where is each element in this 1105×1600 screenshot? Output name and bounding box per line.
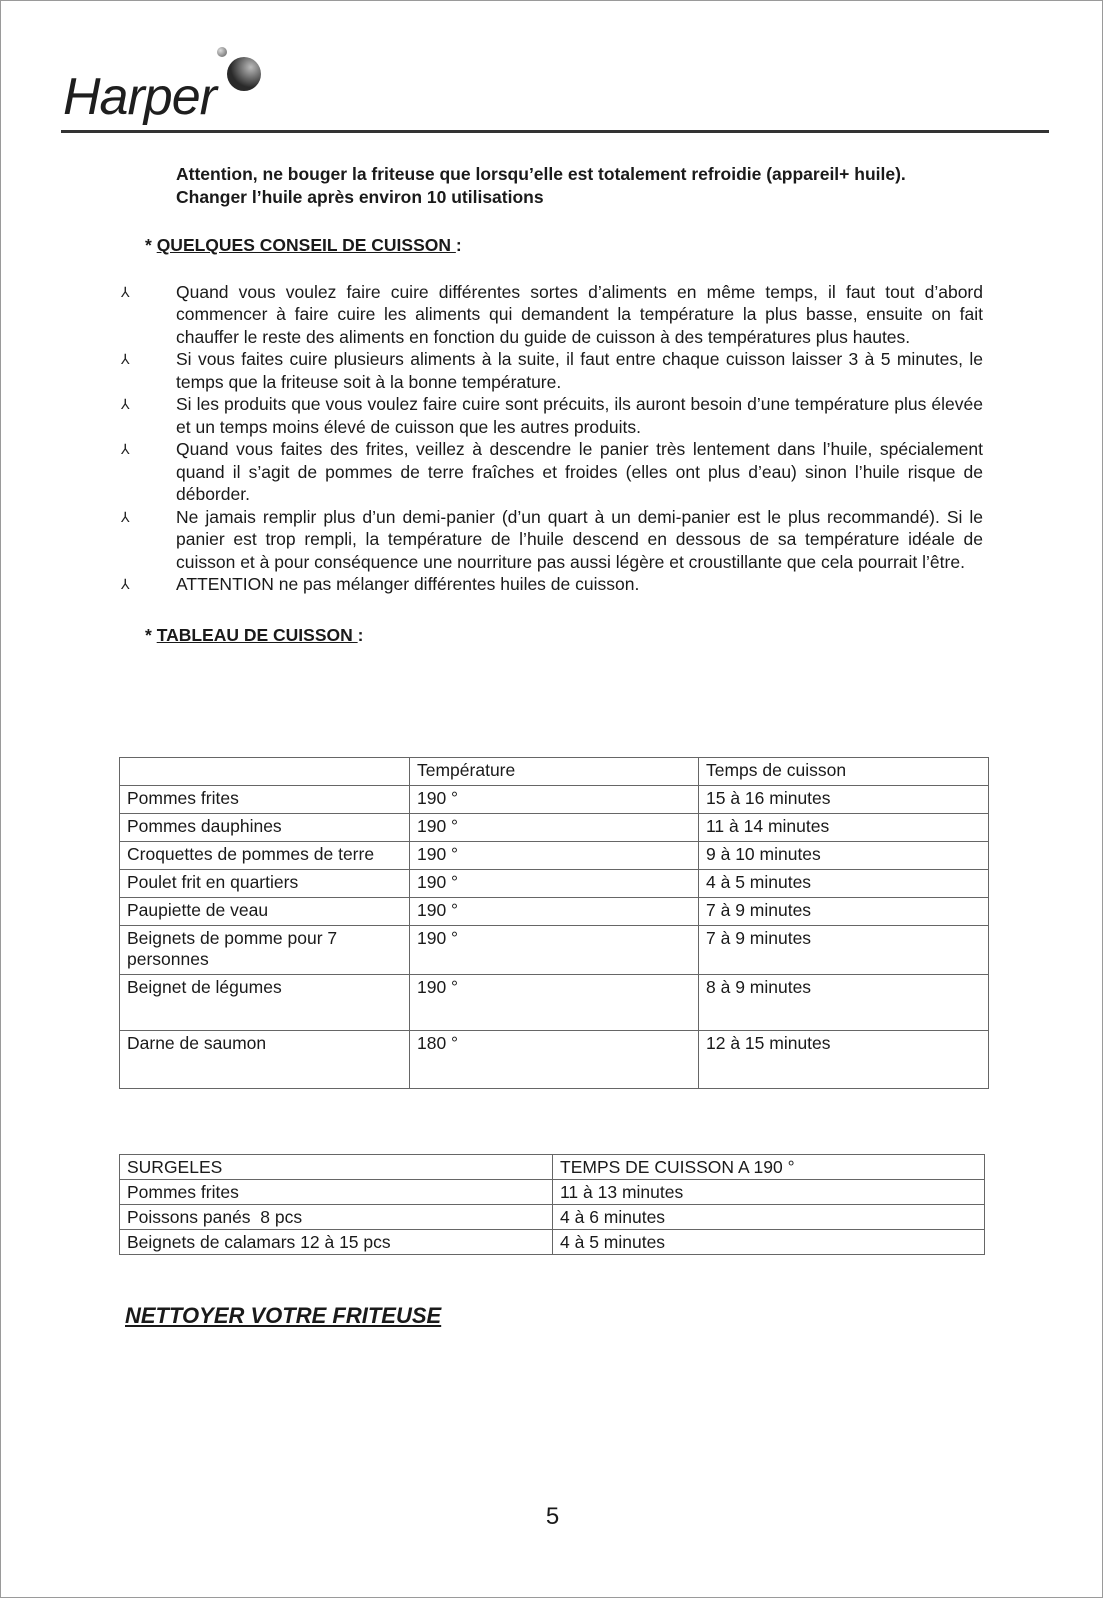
table-row bbox=[120, 1180, 985, 1205]
table-row bbox=[120, 814, 989, 842]
logo-small-dot-icon bbox=[217, 47, 227, 57]
table-cell: Poissons panés 8 pcs bbox=[120, 1205, 553, 1230]
header-cell bbox=[120, 758, 410, 786]
table-cell: 8 à 9 minutes bbox=[699, 975, 989, 1031]
frozen-table bbox=[119, 1154, 985, 1255]
table-row bbox=[120, 842, 989, 870]
header-cell: Température bbox=[410, 758, 699, 786]
list-item bbox=[121, 573, 983, 596]
main-content bbox=[121, 163, 983, 670]
table-cell: 4 à 5 minutes bbox=[553, 1230, 985, 1255]
bullet-icon: ⅄ bbox=[121, 441, 130, 457]
table-row bbox=[120, 1230, 985, 1255]
table-cell: 7 à 9 minutes bbox=[699, 898, 989, 926]
list-item bbox=[121, 506, 983, 574]
warning-line-1: Attention, ne bouger la friteuse que lorsqu’elle est totalement refroidie (appareil+ huile). bbox=[176, 164, 906, 184]
table-row bbox=[120, 898, 989, 926]
table-cell: 190 ° bbox=[410, 975, 699, 1031]
tip-text: Ne jamais remplir plus d’un demi-panier (d’un quart à un demi-panier est le plus recommandé). Si le panier est trop rempli, la température de l’huile descend en dessous de sa température idéale de cuisson et à pour conséquence une nourriture pas aussi légère et croustillante que cela pourrait l’être. bbox=[176, 506, 983, 572]
header-divider bbox=[61, 130, 1049, 133]
table-cell: 12 à 15 minutes bbox=[699, 1031, 989, 1089]
table-cell: 190 ° bbox=[410, 786, 699, 814]
table-row bbox=[120, 1031, 989, 1089]
table-heading bbox=[145, 624, 983, 647]
tips-heading-title: QUELQUES CONSEIL DE CUISSON bbox=[156, 235, 456, 255]
table-cell: Pommes frites bbox=[120, 786, 410, 814]
table-cell: 190 ° bbox=[410, 870, 699, 898]
bullet-icon: ⅄ bbox=[121, 283, 130, 300]
table-cell: 190 ° bbox=[410, 814, 699, 842]
table-cell: 9 à 10 minutes bbox=[699, 842, 989, 870]
tips-list bbox=[121, 281, 983, 596]
list-item bbox=[121, 281, 983, 349]
table-cell: 180 ° bbox=[410, 1031, 699, 1089]
tip-text: Si les produits que vous voulez faire cuire sont précuits, ils auront besoin d’une température plus élevée et un temps moins élevé de cuisson que les autres produits. bbox=[176, 394, 983, 437]
bullet-icon: ⅄ bbox=[121, 508, 130, 525]
table-cell: Beignet de légumes bbox=[120, 975, 410, 1031]
table-heading-suffix: : bbox=[357, 624, 364, 645]
logo-big-dot-icon bbox=[227, 57, 261, 91]
tips-heading bbox=[145, 234, 983, 257]
table-cell: 4 à 5 minutes bbox=[699, 870, 989, 898]
tip-text: Quand vous faites des frites, veillez à descendre le panier très lentement dans l’huile, spécialement quand il s’agit de pommes de terre fraîches et froides (elles ont plus d’eau) sinon l’huile risque de déborder. bbox=[176, 439, 983, 504]
header-cell: TEMPS DE CUISSON A 190 ° bbox=[553, 1155, 985, 1180]
table-heading-prefix: * bbox=[145, 624, 157, 645]
bullet-icon: ⅄ bbox=[121, 396, 130, 412]
header-cell: SURGELES bbox=[120, 1155, 553, 1180]
table-cell: 11 à 14 minutes bbox=[699, 814, 989, 842]
table-cell: Beignets de calamars 12 à 15 pcs bbox=[120, 1230, 553, 1255]
table-header-row bbox=[120, 758, 989, 786]
table-cell: Pommes frites bbox=[120, 1180, 553, 1205]
logo-text: Harper bbox=[63, 68, 216, 126]
table-row bbox=[120, 786, 989, 814]
cooking-table bbox=[119, 757, 989, 1089]
page-number: 5 bbox=[545, 1503, 560, 1530]
table-cell: 190 ° bbox=[410, 898, 699, 926]
warning-line-2: Changer l’huile après environ 10 utilisations bbox=[176, 186, 544, 207]
table-cell: Croquettes de pommes de terre bbox=[120, 842, 410, 870]
cleaning-heading: NETTOYER VOTRE FRITEUSE bbox=[125, 1303, 442, 1328]
header-cell: Temps de cuisson bbox=[699, 758, 989, 786]
table-cell: 190 ° bbox=[410, 842, 699, 870]
bullet-icon: ⅄ bbox=[121, 576, 130, 592]
table-cell: Paupiette de veau bbox=[120, 898, 410, 926]
tip-text: Si vous faites cuire plusieurs aliments à la suite, il faut entre chaque cuisson laisser 3 à 5 minutes, le temps que la friteuse soit à la bonne température. bbox=[176, 349, 983, 392]
warning-block bbox=[176, 163, 983, 208]
table-heading-title: TABLEAU DE CUISSON bbox=[156, 624, 358, 645]
table-cell: 15 à 16 minutes bbox=[699, 786, 989, 814]
table-cell: 190 ° bbox=[410, 926, 699, 975]
table-cell: 7 à 9 minutes bbox=[699, 926, 989, 975]
list-item bbox=[121, 393, 983, 438]
table-row bbox=[120, 870, 989, 898]
tip-text: Quand vous voulez faire cuire différentes sortes d’aliments en même temps, il faut tout d’abord commencer à faire cuire les aliments qui demandent la température la plus basse, ensuite on fait chauffer le reste des aliments en fonction du guide de cuisson à des températures plus hautes. bbox=[176, 281, 983, 347]
table-row bbox=[120, 926, 989, 975]
bullet-icon: ⅄ bbox=[121, 351, 130, 367]
table-cell: Beignets de pomme pour 7 personnes bbox=[120, 926, 410, 975]
table-cell: 4 à 6 minutes bbox=[553, 1205, 985, 1230]
list-item bbox=[121, 348, 983, 393]
tips-heading-suffix: : bbox=[455, 235, 462, 255]
tip-text: ATTENTION ne pas mélanger différentes huiles de cuisson. bbox=[176, 574, 640, 594]
table-header-row bbox=[120, 1155, 985, 1180]
table-cell: 11 à 13 minutes bbox=[553, 1180, 985, 1205]
table-cell: Darne de saumon bbox=[120, 1031, 410, 1089]
table-cell: Pommes dauphines bbox=[120, 814, 410, 842]
table-cell: Poulet frit en quartiers bbox=[120, 870, 410, 898]
table-row bbox=[120, 1205, 985, 1230]
table-row bbox=[120, 975, 989, 1031]
tips-heading-prefix: * bbox=[145, 235, 157, 255]
list-item bbox=[121, 438, 983, 506]
